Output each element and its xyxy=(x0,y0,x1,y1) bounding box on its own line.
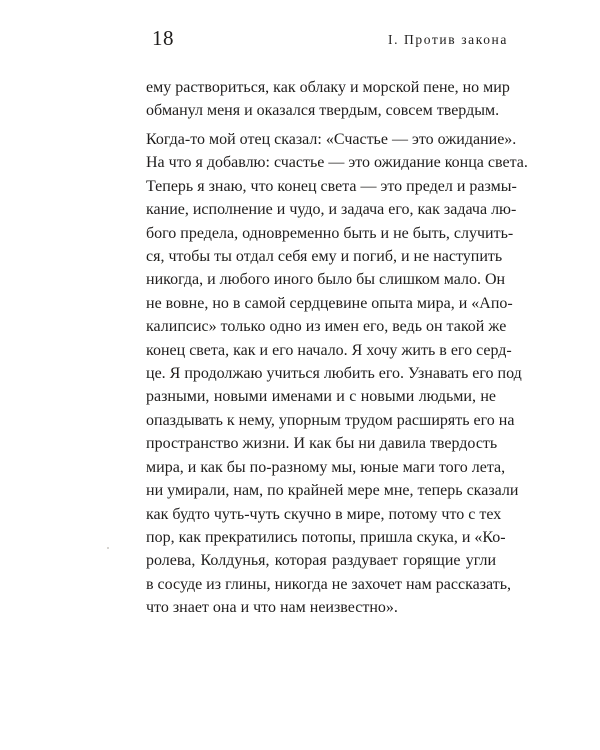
text-line: пор, как прекратились потопы, пришла скука, и «Ко- xyxy=(146,528,506,546)
text-line: Когда-то мой отец сказал: «Счастье — это ожидание». xyxy=(146,131,517,148)
text-line: бого предела, одновременно быть и не быть, случить- xyxy=(146,224,514,242)
text-line: конец света, как и его начало. Я хочу жить в его серд- xyxy=(146,341,512,359)
text-line: что знает она и что нам неизвестно». xyxy=(146,599,398,617)
text-line: никогда, и любого иного было бы слишком мало. Он xyxy=(146,271,506,289)
text-line: пространство жизни. И как бы ни давила твердость xyxy=(146,435,498,453)
paragraph-main xyxy=(146,128,528,620)
text-line: калипсис» только одно из имен его, ведь он такой же xyxy=(146,318,507,336)
text-line: опаздывать к нему, упорным трудом расширять его на xyxy=(146,411,515,429)
text-line: це. Я продолжаю учиться любить его. Узнавать его под xyxy=(146,365,522,383)
text-line: разными, новыми именами и с новыми людьми, не xyxy=(146,388,496,406)
text-line: в сосуде из глины, никогда не захочет нам рассказать, xyxy=(146,575,511,593)
text-line: ни умирали, нам, по крайней мере мне, теперь сказали xyxy=(146,482,519,500)
text-line: обманул меня и оказался твердым, совсем твердым. xyxy=(146,102,500,120)
text-line: кание, исполнение и чудо, и задача его, как задача лю- xyxy=(146,201,517,219)
text-line: На что я добавлю: счастье — это ожидание конца света. xyxy=(146,154,528,172)
paragraph-continuation xyxy=(146,76,510,123)
running-head: I. Против закона xyxy=(388,32,508,47)
text-line: мира, и как бы по-разному мы, юные маги того лета, xyxy=(146,458,506,476)
text-line: ролева, Колдунья, которая раздувает горящие угли xyxy=(146,552,496,570)
paper-speck xyxy=(107,547,109,549)
text-line: Теперь я знаю, что конец света — это предел и размы- xyxy=(146,177,517,195)
text-line: ся, чтобы ты отдал себя ему и погиб, и не наступить xyxy=(146,248,503,266)
text-line: ему раствориться, как облаку и морской пене, но мир xyxy=(146,79,510,96)
text-line: как будто чуть-чуть скучно в мире, потому что с тех xyxy=(146,505,502,523)
text-line: не вовне, но в самой сердцевине опыта мира, и «Апо- xyxy=(146,294,513,312)
page-number: 18 xyxy=(152,26,174,50)
